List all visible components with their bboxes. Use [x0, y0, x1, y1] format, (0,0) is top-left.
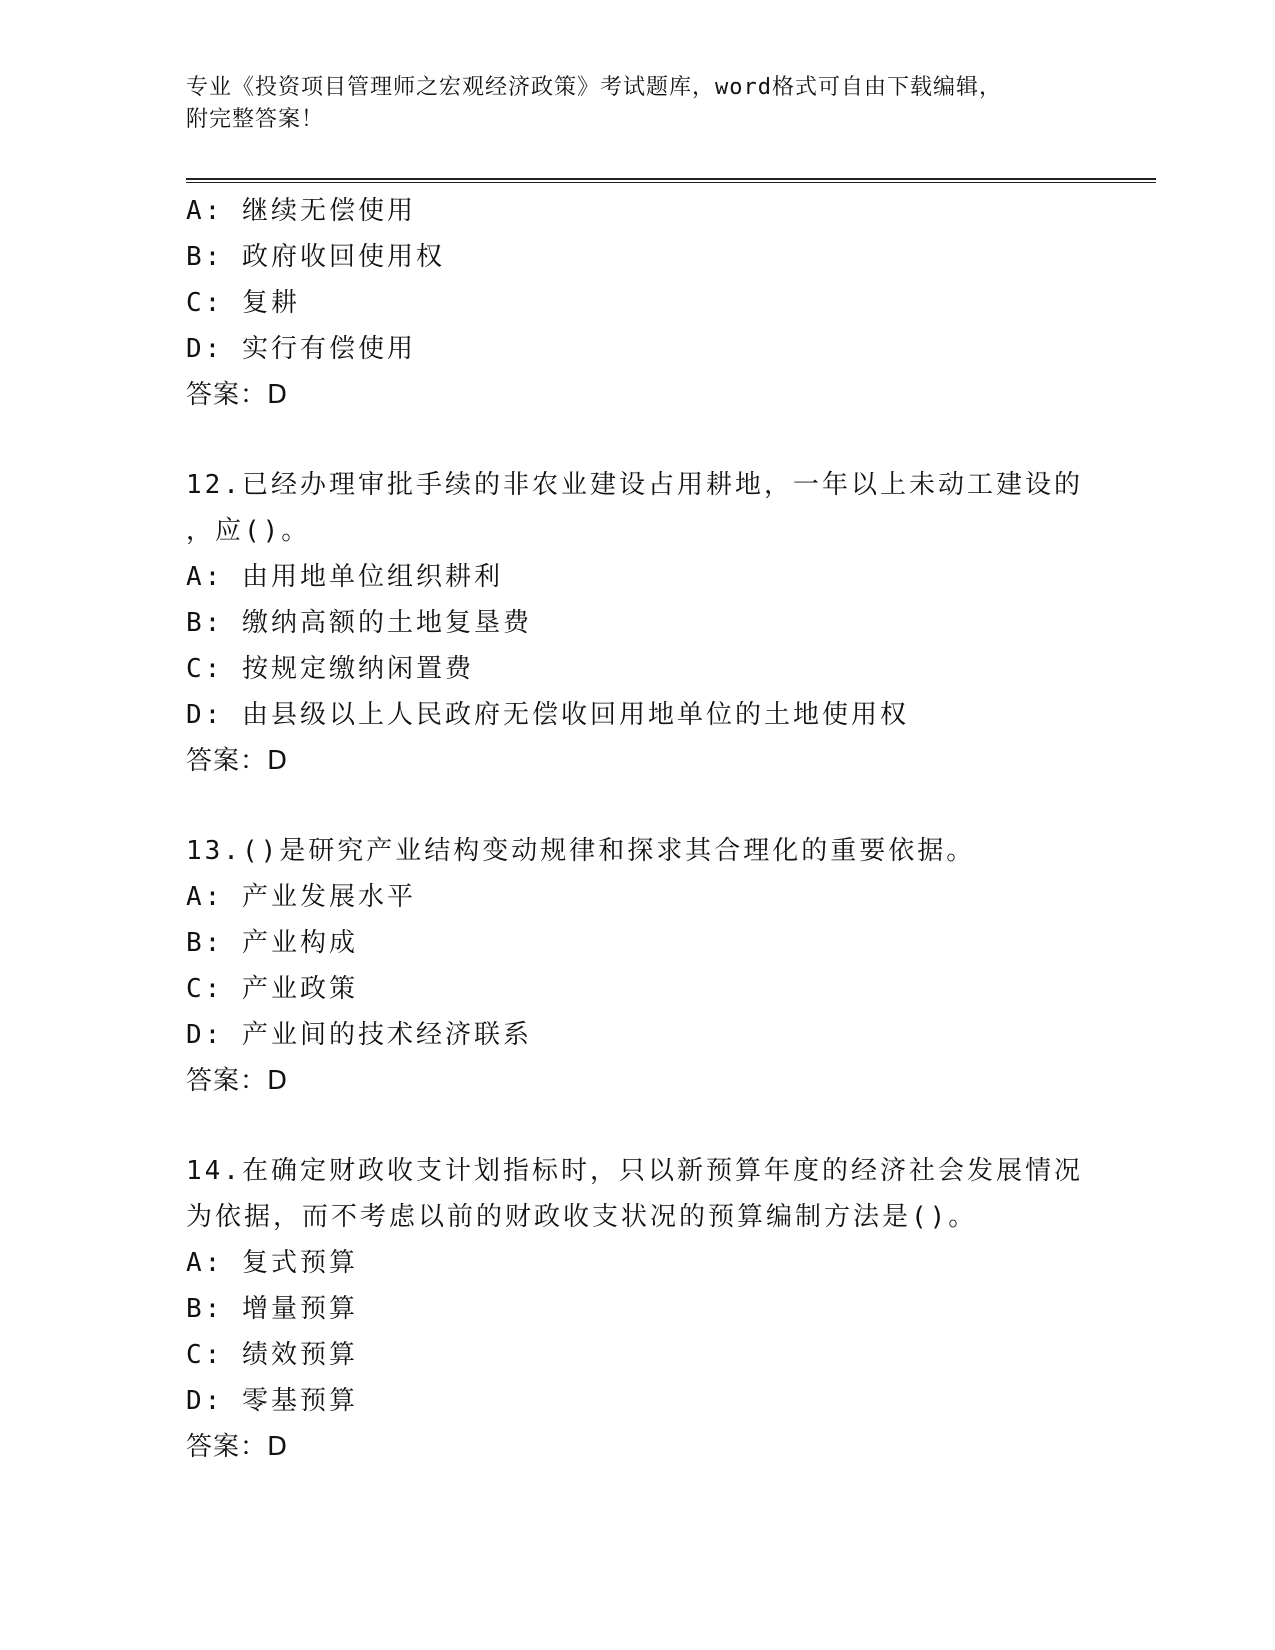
option-a: A: 继续无偿使用	[186, 196, 416, 226]
option-a: A: 由用地单位组织耕利	[186, 562, 503, 592]
option-a: A: 产业发展水平	[186, 882, 416, 912]
answer-line: 答案：D	[186, 746, 289, 776]
question-13	[186, 828, 1086, 1104]
question-text-line-1: 14.在确定财政收支计划指标时，只以新预算年度的经济社会发展情况	[186, 1156, 1083, 1186]
option-d: D: 实行有偿使用	[186, 334, 416, 364]
option-c: C: 绩效预算	[186, 1340, 358, 1370]
option-c: C: 复耕	[186, 288, 300, 318]
question-text-line-2: 为依据，而不考虑以前的财政收支状况的预算编制方法是()。	[186, 1202, 978, 1232]
question-12	[186, 462, 1086, 784]
answer-line: 答案：D	[186, 1432, 289, 1462]
question-text-line-1: 12.已经办理审批手续的非农业建设占用耕地，一年以上未动工建设的	[186, 470, 1083, 500]
question-text-line-1: 13.()是研究产业结构变动规律和探求其合理化的重要依据。	[186, 836, 976, 866]
question-list	[186, 188, 1086, 1470]
document-header	[186, 72, 1086, 136]
option-d: D: 产业间的技术经济联系	[186, 1020, 532, 1050]
option-d: D: 由县级以上人民政府无偿收回用地单位的土地使用权	[186, 700, 909, 730]
option-d: D: 零基预算	[186, 1386, 358, 1416]
question-11-options	[186, 188, 1086, 418]
header-line-1: 专业《投资项目管理师之宏观经济政策》考试题库，word格式可自由下载编辑，	[186, 75, 1002, 100]
question-14	[186, 1148, 1086, 1470]
answer-line: 答案：D	[186, 380, 289, 410]
option-a: A: 复式预算	[186, 1248, 358, 1278]
header-line-2: 附完整答案！	[186, 107, 325, 132]
header-divider	[186, 178, 1156, 183]
option-b: B: 增量预算	[186, 1294, 358, 1324]
option-c: C: 产业政策	[186, 974, 358, 1004]
option-b: B: 政府收回使用权	[186, 242, 445, 272]
option-b: B: 产业构成	[186, 928, 358, 958]
option-c: C: 按规定缴纳闲置费	[186, 654, 474, 684]
question-text-line-2: ，应()。	[186, 516, 311, 546]
answer-line: 答案：D	[186, 1066, 289, 1096]
option-b: B: 缴纳高额的土地复垦费	[186, 608, 532, 638]
